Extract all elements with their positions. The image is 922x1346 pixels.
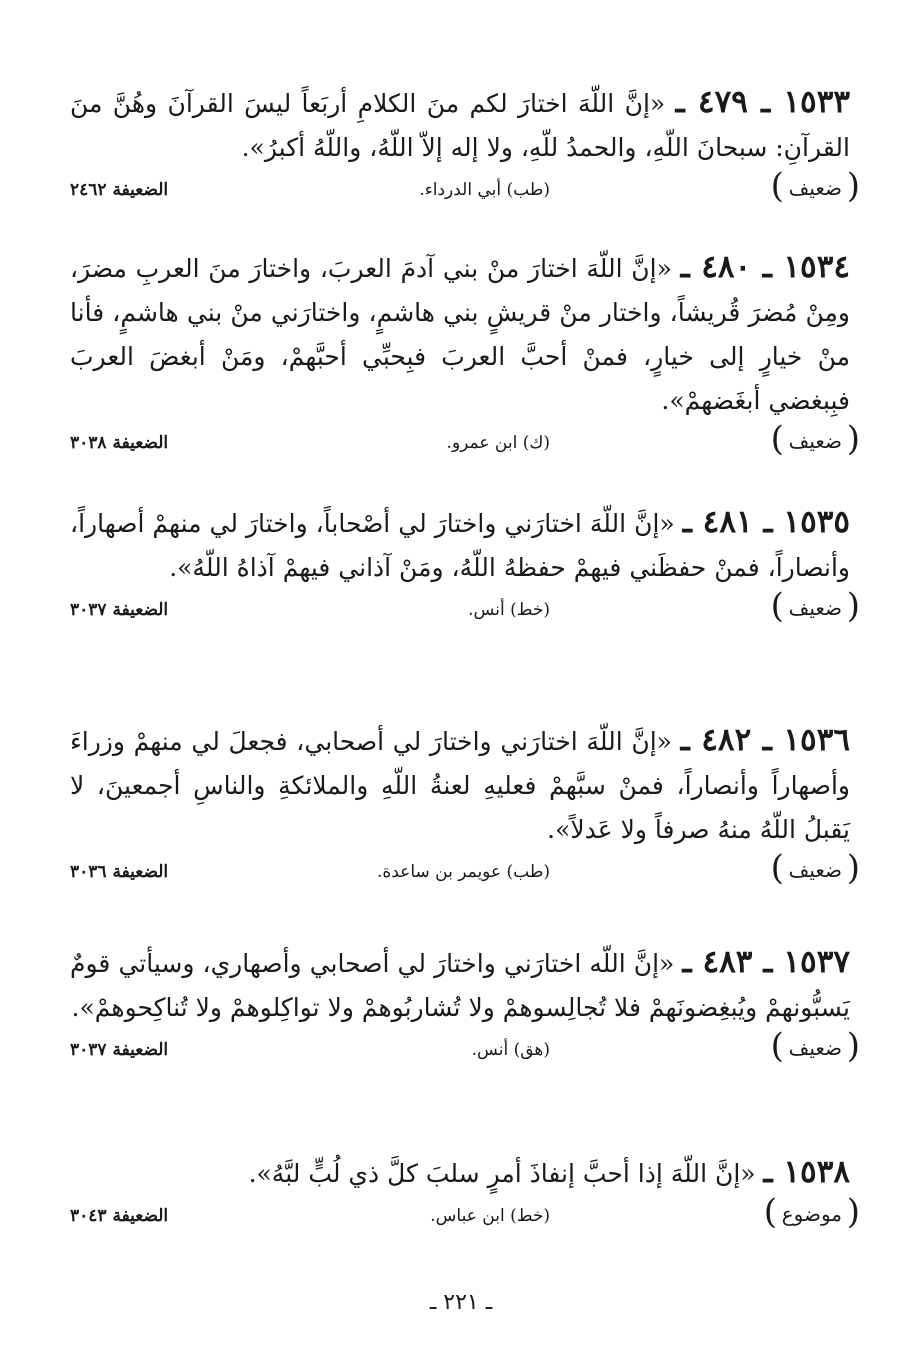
hadith-entry [70, 940, 850, 1074]
reference-row [70, 856, 850, 896]
source-label: (خط) أنس. [468, 600, 550, 620]
hadith-text: ١٥٣٤ ـ ٤٨٠ ـ «إنَّ اللّهَ اختارَ منْ بني آدمَ العربَ، واختارَ منَ العربِ مضرَ، ومِنْ مُضرَ قُريشاً، واختار منْ قريشٍ بني هاشمٍ، واختارَني منْ بني هاشمٍ، فأنا منْ خيارٍ إلى خيارٍ، فمنْ أحبَّ العربَ فبِحبِّي أحبَّهمْ، ومَنْ أبغضَ العربَ فبِبغضي أبغَضهمْ». [70, 249, 850, 415]
daifa-reference: الضعيفة ٣٠٣٧ [70, 600, 169, 620]
hadith-text: ١٥٣٦ ـ ٤٨٢ ـ «إنَّ اللّهَ اختارَني واختارَ لي أصحابي، فجعلَ لي منهمْ وزراءَ وأصهاراً وأنصاراً، فمنْ سبَّهمْ فعليهِ لعنةُ اللّهِ والملائكةِ والناسِ أجمعينَ، لا يَقبلُ اللّهُ منهُ صرفاً ولا عَدلاً». [70, 722, 850, 844]
grade-label: ( ضعيف ) [781, 596, 850, 620]
hadith-text: ١٥٣٣ ـ ٤٧٩ ـ «إنَّ اللّهَ اختارَ لكم منَ الكلامِ أربَعاً ليسَ القرآنَ وهُنَّ منَ القرآنِ: سبحانَ اللّهِ، والحمدُ للّهِ، ولا إله إلاّ اللّهُ، واللّهُ أكبرُ». [70, 84, 851, 162]
reference-row [70, 594, 850, 634]
source-label: (طب) عويمر بن ساعدة. [376, 862, 550, 882]
daifa-reference: الضعيفة ٣٠٤٣ [70, 1206, 169, 1226]
source-label: (خط) ابن عباس. [430, 1206, 550, 1226]
hadith-text: ١٥٣٧ ـ ٤٨٣ ـ «إنَّ اللّه اختارَني واختارَ لي أصحابي وأصهاري، وسيأتي قومٌ يَسبُّونهمْ ويُبغِضونَهمْ فلا تُجالِسوهمْ ولا تُشاربُوهمْ ولا تواكِلوهمْ ولا تُناكِحوهمْ». [70, 944, 851, 1022]
hadith-entry [70, 718, 850, 896]
hadith-number: ١٥٣٣ ـ ٤٧٩ ـ [675, 84, 851, 120]
hadith-entry [70, 80, 850, 214]
source-label: (ك) ابن عمرو. [446, 433, 550, 453]
grade-label: ( ضعيف ) [781, 858, 850, 882]
hadith-number: ١٥٣٧ ـ ٤٨٣ ـ [682, 944, 851, 980]
grade-label: ( ضعيف ) [781, 429, 850, 453]
hadith-number: ١٥٣٨ ـ [763, 1154, 850, 1190]
hadith-entry [70, 500, 850, 634]
daifa-reference: الضعيفة ٣٠٣٨ [70, 433, 169, 453]
daifa-reference: الضعيفة ٢٤٦٢ [70, 180, 169, 200]
grade-label: ( ضعيف ) [781, 176, 850, 200]
hadith-number: ١٥٣٦ ـ ٤٨٢ ـ [680, 722, 850, 758]
grade-label: ( موضوع ) [774, 1202, 850, 1226]
reference-row [70, 1034, 850, 1074]
source-label: (هق) أنس. [471, 1040, 550, 1060]
reference-row [70, 1200, 850, 1240]
daifa-reference: الضعيفة ٣٠٣٧ [70, 1040, 169, 1060]
grade-label: ( ضعيف ) [781, 1036, 850, 1060]
hadith-entry [70, 245, 850, 467]
source-label: (طب) أبي الدرداء. [419, 180, 550, 200]
reference-row [70, 427, 850, 467]
daifa-reference: الضعيفة ٣٠٣٦ [70, 862, 169, 882]
hadith-number: ١٥٣٤ ـ ٤٨٠ ـ [680, 249, 850, 285]
hadith-number: ١٥٣٥ ـ ٤٨١ ـ [682, 504, 851, 540]
hadith-text: ١٥٣٨ ـ «إنَّ اللّهَ إذا أحبَّ إنفاذَ أمرٍ سلبَ كلَّ ذي لُبٍّ لبَّهُ». [248, 1154, 850, 1190]
page-number: ـ ٢٢١ ـ [429, 1290, 493, 1315]
reference-row [70, 174, 850, 214]
hadith-entry [70, 1150, 850, 1240]
hadith-text: ١٥٣٥ ـ ٤٨١ ـ «إنَّ اللّهَ اختارَني واختارَ لي أصْحاباً، واختارَ لي منهمْ أصهاراً، وأنصاراً، فمنْ حفظَني فيهمْ حفظهُ اللّهُ، ومَنْ آذاني فيهمْ آذاهُ اللّهُ». [70, 504, 851, 582]
